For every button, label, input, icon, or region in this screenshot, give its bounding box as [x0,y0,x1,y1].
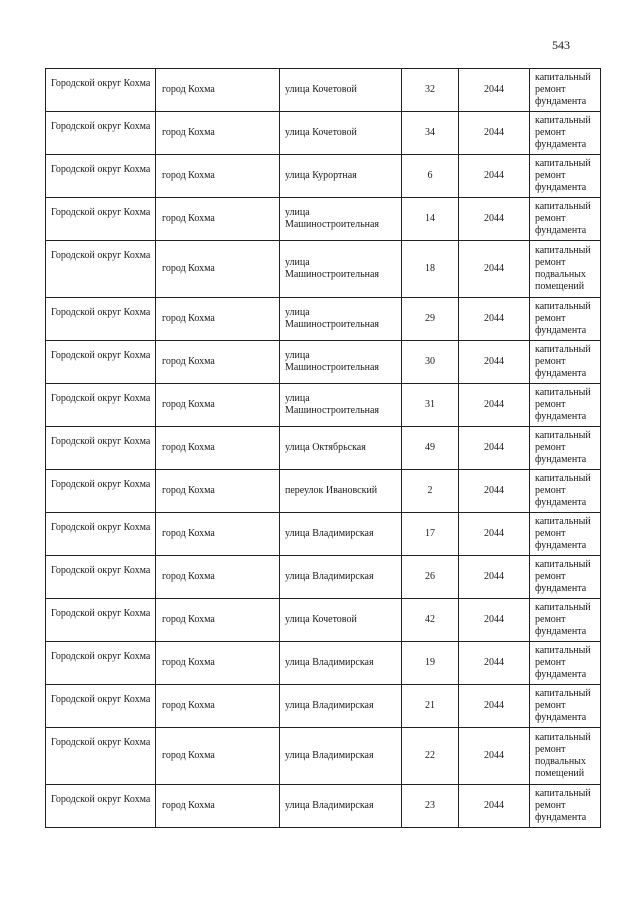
street-cell: улица Машиностроительная [280,198,402,241]
street-cell: улица Владимирская [280,556,402,599]
work-type-cell: капитальный ремонт фундамента [530,642,601,685]
year-cell: 2044 [459,427,530,470]
work-type-cell: капитальный ремонт фундамента [530,155,601,198]
street-cell: улица Машиностроительная [280,341,402,384]
work-type-cell: капитальный ремонт фундамента [530,470,601,513]
year-cell: 2044 [459,728,530,785]
street-cell: улица Владимирская [280,685,402,728]
street-cell: улица Кочетовой [280,112,402,155]
table-row [46,685,601,728]
year-cell: 2044 [459,69,530,112]
house-number-cell: 2 [402,470,459,513]
house-number-cell: 34 [402,112,459,155]
house-number-cell: 26 [402,556,459,599]
work-type-cell: капитальный ремонт фундамента [530,599,601,642]
house-number-cell: 42 [402,599,459,642]
table-body [46,69,601,828]
year-cell: 2044 [459,298,530,341]
street-cell: улица Владимирская [280,513,402,556]
city-cell: город Кохма [156,69,280,112]
table-row [46,427,601,470]
house-number-cell: 14 [402,198,459,241]
city-cell: город Кохма [156,112,280,155]
table-row [46,785,601,828]
street-cell: улица Владимирская [280,642,402,685]
year-cell: 2044 [459,241,530,298]
year-cell: 2044 [459,384,530,427]
work-type-cell: капитальный ремонт фундамента [530,112,601,155]
year-cell: 2044 [459,599,530,642]
house-number-cell: 19 [402,642,459,685]
city-cell: город Кохма [156,599,280,642]
district-cell: Городской округ Кохма [46,785,156,828]
district-cell: Городской округ Кохма [46,298,156,341]
work-type-cell: капитальный ремонт фундамента [530,513,601,556]
year-cell: 2044 [459,112,530,155]
table-row [46,642,601,685]
house-number-cell: 18 [402,241,459,298]
city-cell: город Кохма [156,556,280,599]
work-type-cell: капитальный ремонт подвальных помещений [530,241,601,298]
work-type-cell: капитальный ремонт фундамента [530,556,601,599]
street-cell: улица Октябрьская [280,427,402,470]
district-cell: Городской округ Кохма [46,728,156,785]
city-cell: город Кохма [156,427,280,470]
year-cell: 2044 [459,513,530,556]
table-row [46,728,601,785]
street-cell: улица Владимирская [280,728,402,785]
city-cell: город Кохма [156,685,280,728]
page-number: 543 [552,38,570,52]
work-type-cell: капитальный ремонт фундамента [530,198,601,241]
district-cell: Городской округ Кохма [46,599,156,642]
district-cell: Городской округ Кохма [46,427,156,470]
work-type-cell: капитальный ремонт фундамента [530,69,601,112]
table-row [46,556,601,599]
street-cell: улица Машиностроительная [280,384,402,427]
street-cell: улица Машиностроительная [280,241,402,298]
city-cell: город Кохма [156,298,280,341]
district-cell: Городской округ Кохма [46,470,156,513]
house-number-cell: 22 [402,728,459,785]
district-cell: Городской округ Кохма [46,685,156,728]
district-cell: Городской округ Кохма [46,198,156,241]
house-number-cell: 30 [402,341,459,384]
work-type-cell: капитальный ремонт подвальных помещений [530,728,601,785]
table-row [46,384,601,427]
street-cell: улица Машиностроительная [280,298,402,341]
table-row [46,599,601,642]
work-type-cell: капитальный ремонт фундамента [530,785,601,828]
year-cell: 2044 [459,785,530,828]
repair-schedule-table [45,68,601,828]
table-row [46,298,601,341]
street-cell: улица Владимирская [280,785,402,828]
street-cell: улица Курортная [280,155,402,198]
house-number-cell: 21 [402,685,459,728]
year-cell: 2044 [459,685,530,728]
table-row [46,513,601,556]
year-cell: 2044 [459,155,530,198]
district-cell: Городской округ Кохма [46,341,156,384]
city-cell: город Кохма [156,341,280,384]
year-cell: 2044 [459,556,530,599]
city-cell: город Кохма [156,198,280,241]
city-cell: город Кохма [156,728,280,785]
district-cell: Городской округ Кохма [46,513,156,556]
year-cell: 2044 [459,642,530,685]
city-cell: город Кохма [156,642,280,685]
street-cell: улица Кочетовой [280,599,402,642]
work-type-cell: капитальный ремонт фундамента [530,427,601,470]
table-row [46,155,601,198]
city-cell: город Кохма [156,513,280,556]
house-number-cell: 29 [402,298,459,341]
district-cell: Городской округ Кохма [46,241,156,298]
city-cell: город Кохма [156,241,280,298]
house-number-cell: 17 [402,513,459,556]
house-number-cell: 6 [402,155,459,198]
street-cell: переулок Ивановский [280,470,402,513]
street-cell: улица Кочетовой [280,69,402,112]
house-number-cell: 32 [402,69,459,112]
city-cell: город Кохма [156,384,280,427]
house-number-cell: 31 [402,384,459,427]
work-type-cell: капитальный ремонт фундамента [530,685,601,728]
district-cell: Городской округ Кохма [46,112,156,155]
year-cell: 2044 [459,341,530,384]
table-row [46,112,601,155]
table-row [46,341,601,384]
city-cell: город Кохма [156,785,280,828]
district-cell: Городской округ Кохма [46,384,156,427]
table-row [46,69,601,112]
work-type-cell: капитальный ремонт фундамента [530,341,601,384]
year-cell: 2044 [459,198,530,241]
work-type-cell: капитальный ремонт фундамента [530,298,601,341]
district-cell: Городской округ Кохма [46,642,156,685]
district-cell: Городской округ Кохма [46,556,156,599]
house-number-cell: 49 [402,427,459,470]
city-cell: город Кохма [156,470,280,513]
district-cell: Городской округ Кохма [46,69,156,112]
work-type-cell: капитальный ремонт фундамента [530,384,601,427]
year-cell: 2044 [459,470,530,513]
district-cell: Городской округ Кохма [46,155,156,198]
table-row [46,198,601,241]
table-row [46,241,601,298]
city-cell: город Кохма [156,155,280,198]
house-number-cell: 23 [402,785,459,828]
table-row [46,470,601,513]
